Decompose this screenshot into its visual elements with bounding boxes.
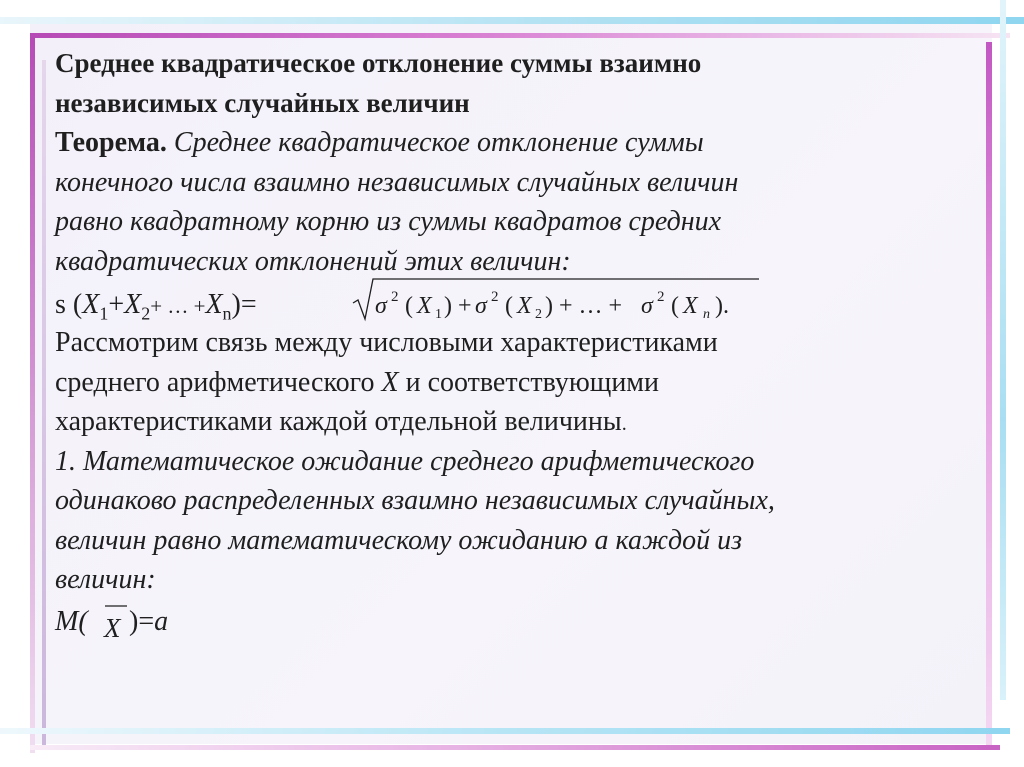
decor-bar-left-lilac	[42, 60, 46, 750]
square-n: 2	[657, 289, 665, 305]
theorem-text: Среднее квадратическое отклонение суммы	[166, 127, 704, 158]
sqrt-expression	[351, 275, 821, 325]
theorem-line-3: равно квадратному корню из суммы квадратов средних	[55, 206, 722, 237]
mean-expectation-formula	[55, 600, 980, 644]
paragraph-line-2-b: и соответствующими	[398, 366, 660, 398]
paren-1: (	[405, 293, 413, 319]
x-2: X	[517, 293, 532, 319]
close-dots-plus: ) + … +	[545, 293, 623, 319]
x-1: X	[417, 293, 432, 319]
sigma-2: σ	[475, 293, 487, 319]
theorem-line-4: квадратических отклонений этих величин:	[55, 245, 571, 277]
item1-line-2: одинаково распределенных взаимно независимых случайных,	[55, 485, 775, 516]
formula2-rhs	[129, 602, 168, 642]
formula2-x: X	[104, 612, 121, 643]
close-period: ).	[715, 293, 729, 319]
decor-bar-right-magenta	[986, 42, 992, 747]
formula2-a: a	[154, 605, 169, 637]
paragraph-line-1: Рассмотрим связь между числовыми характеристиками	[55, 327, 718, 358]
slide-title-line-2: независимых случайных величин	[55, 87, 470, 118]
formula-subn: n	[222, 303, 232, 324]
formula-s: s	[55, 289, 66, 320]
paren-n: (	[671, 293, 679, 319]
formula-plus-dots: + … +	[150, 294, 206, 318]
sub-1: 1	[435, 307, 442, 322]
formula-x1: X	[82, 289, 100, 320]
decor-bar-top-blue	[0, 17, 1024, 24]
item1-line-1: 1. Математическое ожидание среднего арифметического	[55, 445, 755, 477]
decor-bar-bottom-magenta	[30, 745, 1000, 750]
formula-x2: X	[124, 289, 142, 320]
formula-open-paren: (	[65, 289, 83, 320]
sqrt-radicand	[375, 281, 729, 324]
sub-n: n	[703, 307, 710, 322]
formula-close-eq: )=	[231, 289, 257, 320]
decor-bar-right-blue	[1000, 0, 1006, 700]
paragraph-line-3	[55, 402, 980, 442]
formula-plus1: +	[108, 289, 125, 320]
item1-line-3: величин равно математическому ожиданию а каждой из	[55, 524, 743, 556]
std-sum-formula	[55, 281, 980, 323]
square-1: 2	[391, 289, 399, 305]
paragraph-line-2-a: среднего арифметического	[55, 366, 382, 398]
square-2: 2	[491, 289, 499, 305]
item1-line-4: величин:	[55, 564, 156, 595]
paren-2: (	[505, 293, 513, 319]
slide-content	[55, 44, 980, 644]
formula-xn: X	[205, 289, 223, 320]
sub-2: 2	[535, 307, 542, 322]
theorem-label: Теорема.	[55, 127, 167, 158]
formula2-m: M(	[55, 605, 88, 637]
decor-bar-left-magenta	[30, 33, 35, 753]
slide-title-line-1: Среднее квадратическое отклонение суммы взаимно	[55, 48, 702, 78]
sigma-n: σ	[641, 293, 653, 319]
paragraph-line-3-period: .	[621, 413, 627, 435]
theorem-line-1	[55, 123, 980, 163]
decor-bar-top-magenta	[30, 33, 1010, 38]
formula-sub1: 1	[99, 303, 109, 324]
decor-bar-bottom-blue	[0, 728, 1010, 734]
x-bar-symbol	[99, 600, 133, 644]
formula2-eq: )=	[129, 605, 155, 637]
sigma-1: σ	[375, 293, 387, 319]
theorem-line-2: конечного числа взаимно независимых случайных величин	[55, 166, 739, 198]
paragraph-mean-x: X	[381, 366, 399, 398]
formula-sub2: 2	[141, 303, 151, 324]
x-n: X	[683, 293, 698, 319]
paragraph-line-2	[55, 363, 980, 403]
close-plus-1: ) +	[444, 293, 472, 319]
paragraph-line-3-text: характеристиками каждой отдельной величины	[55, 406, 622, 437]
